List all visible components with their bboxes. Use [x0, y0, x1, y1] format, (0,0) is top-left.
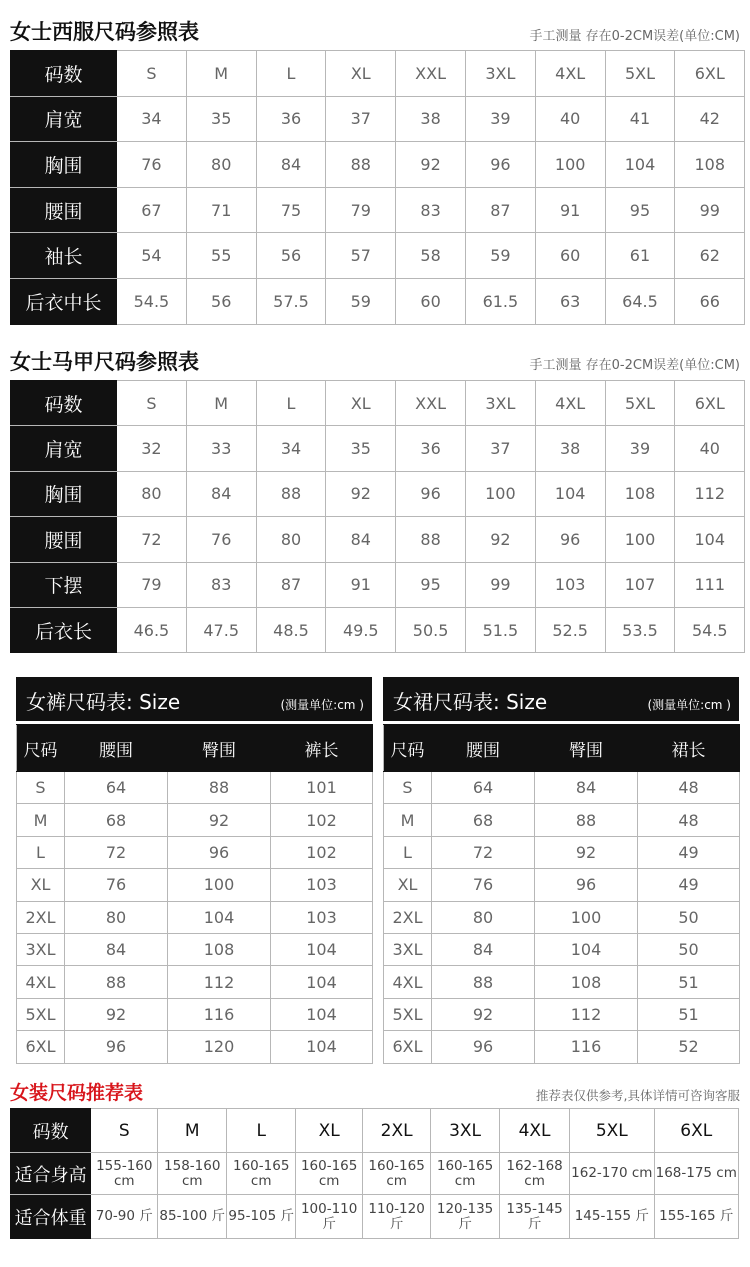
table-cell: 48.5 — [256, 607, 326, 652]
table-cell: XL — [296, 1109, 363, 1153]
recommend-note: 推荐表仅供参考,具体详情可咨询客服 — [536, 1088, 740, 1103]
table-cell: 76 — [432, 869, 535, 901]
table-cell: 100-110 斤 — [296, 1195, 363, 1239]
table-cell: 107 — [605, 562, 675, 607]
table-row — [11, 426, 745, 471]
table-cell: L — [256, 381, 326, 426]
table-cell: 112 — [535, 998, 638, 1030]
pants-size-table — [16, 724, 373, 1064]
table-cell: 57 — [326, 233, 396, 279]
table-cell: 40 — [535, 96, 605, 142]
table-cell: 4XL — [384, 966, 432, 998]
table-cell: 79 — [326, 187, 396, 233]
table-cell: 155-165 斤 — [654, 1195, 739, 1239]
column-header: 尺码 — [17, 725, 65, 772]
table-cell: 60 — [535, 233, 605, 279]
table-cell: 155-160 cm — [91, 1153, 158, 1195]
skirt-size-table — [383, 724, 740, 1064]
table-cell: 112 — [168, 966, 271, 998]
table-cell: 162-170 cm — [570, 1153, 654, 1195]
table-row — [17, 933, 373, 965]
table-cell: 162-168 cm — [500, 1153, 570, 1195]
table-cell: 50 — [638, 933, 740, 965]
table-cell: 4XL — [17, 966, 65, 998]
row-label: 码数 — [11, 1109, 91, 1153]
table-cell: 53.5 — [605, 607, 675, 652]
table-cell: XXL — [396, 381, 466, 426]
table-cell: 75 — [256, 187, 326, 233]
table-cell: 6XL — [675, 51, 745, 97]
table-cell: 104 — [675, 517, 745, 562]
table-cell: 104 — [271, 1031, 373, 1063]
table-cell: 48 — [638, 772, 740, 804]
table-cell: 88 — [168, 772, 271, 804]
table-cell: 3XL — [384, 933, 432, 965]
table-cell: 79 — [117, 562, 187, 607]
table-cell: 92 — [432, 998, 535, 1030]
table-cell: 160-165 cm — [227, 1153, 296, 1195]
table-cell: 64 — [432, 772, 535, 804]
table-cell: 41 — [605, 96, 675, 142]
table-cell: 80 — [65, 901, 168, 933]
table-row — [11, 381, 745, 426]
table-cell: 6XL — [17, 1031, 65, 1063]
table-cell: 55 — [186, 233, 256, 279]
table-row — [17, 772, 373, 804]
row-label: 肩宽 — [11, 426, 117, 471]
row-label: 适合身高 — [11, 1153, 91, 1195]
row-label: 码数 — [11, 381, 117, 426]
table-cell: 111 — [675, 562, 745, 607]
table-cell: 49.5 — [326, 607, 396, 652]
table-row — [11, 607, 745, 652]
table-cell: 87 — [256, 562, 326, 607]
row-label: 码数 — [11, 51, 117, 97]
table-cell: 108 — [535, 966, 638, 998]
table-cell: 92 — [396, 142, 466, 188]
table-cell: 80 — [186, 142, 256, 188]
table-cell: 104 — [271, 933, 373, 965]
table-cell: 80 — [117, 471, 187, 516]
table-cell: 96 — [168, 836, 271, 868]
table-row — [17, 804, 373, 836]
table-cell: 108 — [168, 933, 271, 965]
suit-title: 女士西服尺码参照表 — [10, 20, 199, 44]
column-header: 臀围 — [535, 725, 638, 772]
table-cell: 54.5 — [675, 607, 745, 652]
table-cell: 70-90 斤 — [91, 1195, 158, 1239]
table-cell: 61 — [605, 233, 675, 279]
table-row — [17, 869, 373, 901]
table-cell: 48 — [638, 804, 740, 836]
table-cell: 84 — [65, 933, 168, 965]
table-cell: 104 — [535, 471, 605, 516]
vest-note: 手工测量 存在0-2CM误差(单位:CM) — [529, 358, 740, 373]
table-cell: 84 — [432, 933, 535, 965]
column-header: 尺码 — [384, 725, 432, 772]
table-cell: 99 — [465, 562, 535, 607]
table-cell: 61.5 — [465, 278, 535, 324]
table-cell: 91 — [326, 562, 396, 607]
table-row — [11, 278, 745, 324]
table-cell: 87 — [465, 187, 535, 233]
row-label: 下摆 — [11, 562, 117, 607]
table-cell: 67 — [117, 187, 187, 233]
table-cell: 102 — [271, 804, 373, 836]
table-cell: 5XL — [570, 1109, 654, 1153]
column-header: 裙长 — [638, 725, 740, 772]
row-label: 袖长 — [11, 233, 117, 279]
table-row — [384, 804, 740, 836]
table-cell: 6XL — [675, 381, 745, 426]
table-cell: M — [186, 381, 256, 426]
table-cell: M — [384, 804, 432, 836]
table-cell: 91 — [535, 187, 605, 233]
table-cell: 168-175 cm — [654, 1153, 739, 1195]
table-cell: 3XL — [465, 51, 535, 97]
row-label: 腰围 — [11, 517, 117, 562]
table-row — [17, 1031, 373, 1063]
table-cell: 99 — [675, 187, 745, 233]
table-cell: 84 — [256, 142, 326, 188]
row-label: 胸围 — [11, 142, 117, 188]
table-cell: 96 — [535, 869, 638, 901]
table-cell: 49 — [638, 869, 740, 901]
skirt-unit: (测量单位:cm ) — [647, 698, 731, 712]
table-cell: 76 — [117, 142, 187, 188]
table-cell: 96 — [65, 1031, 168, 1063]
table-row — [17, 966, 373, 998]
table-row — [11, 142, 745, 188]
table-cell: 2XL — [363, 1109, 431, 1153]
vest-title: 女士马甲尺码参照表 — [10, 350, 199, 374]
table-cell: 110-120 斤 — [363, 1195, 431, 1239]
table-cell: 63 — [535, 278, 605, 324]
table-row — [11, 471, 745, 516]
table-cell: 104 — [271, 966, 373, 998]
table-cell: 40 — [675, 426, 745, 471]
table-cell: 100 — [465, 471, 535, 516]
table-cell: 6XL — [654, 1109, 739, 1153]
column-header: 臀围 — [168, 725, 271, 772]
table-cell: 88 — [396, 517, 466, 562]
table-cell: 56 — [256, 233, 326, 279]
table-cell: 3XL — [431, 1109, 500, 1153]
skirt-header — [383, 677, 739, 721]
table-cell: 54.5 — [117, 278, 187, 324]
table-row — [11, 1153, 739, 1195]
table-cell: 39 — [605, 426, 675, 471]
table-cell: 92 — [65, 998, 168, 1030]
pants-header — [16, 677, 372, 721]
table-cell: 50.5 — [396, 607, 466, 652]
table-cell: 64.5 — [605, 278, 675, 324]
table-cell: 88 — [65, 966, 168, 998]
table-cell: L — [256, 51, 326, 97]
table-cell: 83 — [186, 562, 256, 607]
vest-size-table — [10, 380, 745, 653]
table-cell: 83 — [396, 187, 466, 233]
row-label: 后衣中长 — [11, 278, 117, 324]
table-row — [384, 836, 740, 868]
table-cell: 104 — [535, 933, 638, 965]
table-cell: 68 — [65, 804, 168, 836]
table-cell: 160-165 cm — [296, 1153, 363, 1195]
table-cell: 158-160 cm — [158, 1153, 227, 1195]
table-row — [384, 772, 740, 804]
table-cell: 47.5 — [186, 607, 256, 652]
table-cell: M — [158, 1109, 227, 1153]
column-header: 裤长 — [271, 725, 373, 772]
table-cell: 52.5 — [535, 607, 605, 652]
table-cell: 3XL — [17, 933, 65, 965]
table-cell: 103 — [271, 869, 373, 901]
table-cell: 103 — [535, 562, 605, 607]
table-cell: 4XL — [535, 381, 605, 426]
table-cell: 102 — [271, 836, 373, 868]
table-cell: 5XL — [384, 998, 432, 1030]
table-cell: 160-165 cm — [363, 1153, 431, 1195]
table-cell: 39 — [465, 96, 535, 142]
table-cell: 92 — [326, 471, 396, 516]
row-label: 腰围 — [11, 187, 117, 233]
table-cell: S — [117, 381, 187, 426]
table-cell: 108 — [675, 142, 745, 188]
table-cell: 35 — [186, 96, 256, 142]
table-cell: 135-145 斤 — [500, 1195, 570, 1239]
table-cell: 59 — [465, 233, 535, 279]
table-cell: XL — [17, 869, 65, 901]
table-cell: XL — [326, 51, 396, 97]
table-cell: 37 — [326, 96, 396, 142]
table-cell: 88 — [535, 804, 638, 836]
table-cell: L — [384, 836, 432, 868]
table-cell: 88 — [256, 471, 326, 516]
table-row — [384, 901, 740, 933]
table-cell: 3XL — [465, 381, 535, 426]
table-cell: 51 — [638, 998, 740, 1030]
table-cell: L — [227, 1109, 296, 1153]
header-row — [17, 725, 373, 772]
table-cell: 34 — [256, 426, 326, 471]
table-cell: 5XL — [605, 381, 675, 426]
table-cell: 71 — [186, 187, 256, 233]
table-cell: 50 — [638, 901, 740, 933]
table-cell: 5XL — [605, 51, 675, 97]
row-label: 肩宽 — [11, 96, 117, 142]
table-cell: 92 — [168, 804, 271, 836]
table-cell: 84 — [186, 471, 256, 516]
table-cell: 59 — [326, 278, 396, 324]
table-cell: 101 — [271, 772, 373, 804]
table-cell: 76 — [65, 869, 168, 901]
table-cell: M — [17, 804, 65, 836]
table-cell: 120 — [168, 1031, 271, 1063]
suit-size-table — [10, 50, 745, 325]
table-cell: 84 — [326, 517, 396, 562]
pants-title: 女裤尺码表: Size — [26, 690, 181, 714]
table-row — [384, 869, 740, 901]
table-cell: 58 — [396, 233, 466, 279]
table-cell: 2XL — [17, 901, 65, 933]
table-cell: S — [384, 772, 432, 804]
table-cell: 36 — [256, 96, 326, 142]
table-cell: 100 — [605, 517, 675, 562]
table-cell: M — [186, 51, 256, 97]
table-cell: 120-135 斤 — [431, 1195, 500, 1239]
table-cell: XL — [384, 869, 432, 901]
recommend-title: 女装尺码推荐表 — [10, 1082, 144, 1104]
table-cell: 32 — [117, 426, 187, 471]
table-row — [17, 836, 373, 868]
table-cell: 34 — [117, 96, 187, 142]
table-cell: 76 — [186, 517, 256, 562]
table-cell: 108 — [605, 471, 675, 516]
table-cell: S — [91, 1109, 158, 1153]
table-cell: 2XL — [384, 901, 432, 933]
table-cell: 54 — [117, 233, 187, 279]
table-cell: 160-165 cm — [431, 1153, 500, 1195]
table-cell: S — [117, 51, 187, 97]
table-cell: 104 — [168, 901, 271, 933]
table-cell: 42 — [675, 96, 745, 142]
table-cell: XXL — [396, 51, 466, 97]
table-cell: 95 — [396, 562, 466, 607]
table-cell: 104 — [605, 142, 675, 188]
table-row — [384, 998, 740, 1030]
table-cell: 116 — [168, 998, 271, 1030]
row-label: 后衣长 — [11, 607, 117, 652]
table-cell: 100 — [535, 142, 605, 188]
table-cell: 68 — [432, 804, 535, 836]
table-cell: 95 — [605, 187, 675, 233]
table-row — [384, 966, 740, 998]
table-row — [17, 901, 373, 933]
table-cell: 38 — [535, 426, 605, 471]
table-cell: 4XL — [500, 1109, 570, 1153]
table-cell: XL — [326, 381, 396, 426]
table-cell: 38 — [396, 96, 466, 142]
table-cell: 62 — [675, 233, 745, 279]
table-row — [384, 1031, 740, 1063]
table-cell: 88 — [432, 966, 535, 998]
table-cell: 51 — [638, 966, 740, 998]
table-cell: 37 — [465, 426, 535, 471]
pants-unit: (测量单位:cm ) — [280, 698, 364, 712]
table-cell: 85-100 斤 — [158, 1195, 227, 1239]
table-cell: 88 — [326, 142, 396, 188]
table-cell: 56 — [186, 278, 256, 324]
table-cell: 46.5 — [117, 607, 187, 652]
table-cell: 35 — [326, 426, 396, 471]
table-cell: 100 — [168, 869, 271, 901]
table-row — [11, 51, 745, 97]
table-cell: 100 — [535, 901, 638, 933]
column-header: 腰围 — [65, 725, 168, 772]
table-row — [11, 187, 745, 233]
table-cell: 103 — [271, 901, 373, 933]
table-row — [11, 1109, 739, 1153]
table-row — [11, 562, 745, 607]
table-cell: 96 — [535, 517, 605, 562]
table-cell: 51.5 — [465, 607, 535, 652]
table-cell: 57.5 — [256, 278, 326, 324]
table-cell: 80 — [256, 517, 326, 562]
table-cell: 84 — [535, 772, 638, 804]
table-row — [17, 998, 373, 1030]
table-cell: 116 — [535, 1031, 638, 1063]
table-cell: 80 — [432, 901, 535, 933]
table-cell: 4XL — [535, 51, 605, 97]
recommend-size-table — [10, 1108, 739, 1239]
table-cell: 145-155 斤 — [570, 1195, 654, 1239]
table-cell: 95-105 斤 — [227, 1195, 296, 1239]
table-cell: 52 — [638, 1031, 740, 1063]
table-cell: 92 — [535, 836, 638, 868]
table-row — [11, 96, 745, 142]
row-label: 适合体重 — [11, 1195, 91, 1239]
table-cell: 96 — [465, 142, 535, 188]
table-cell: 64 — [65, 772, 168, 804]
table-cell: 33 — [186, 426, 256, 471]
table-cell: 72 — [432, 836, 535, 868]
table-cell: 49 — [638, 836, 740, 868]
column-header: 腰围 — [432, 725, 535, 772]
table-cell: L — [17, 836, 65, 868]
table-cell: 36 — [396, 426, 466, 471]
suit-note: 手工测量 存在0-2CM误差(单位:CM) — [529, 29, 740, 44]
table-cell: 112 — [675, 471, 745, 516]
table-row — [384, 933, 740, 965]
table-cell: 60 — [396, 278, 466, 324]
table-row — [11, 233, 745, 279]
table-cell: S — [17, 772, 65, 804]
table-cell: 66 — [675, 278, 745, 324]
table-row — [11, 517, 745, 562]
row-label: 胸围 — [11, 471, 117, 516]
table-cell: 72 — [117, 517, 187, 562]
table-cell: 5XL — [17, 998, 65, 1030]
table-cell: 104 — [271, 998, 373, 1030]
table-cell: 6XL — [384, 1031, 432, 1063]
table-cell: 96 — [396, 471, 466, 516]
table-cell: 92 — [465, 517, 535, 562]
header-row — [384, 725, 740, 772]
table-row — [11, 1195, 739, 1239]
table-cell: 96 — [432, 1031, 535, 1063]
skirt-title: 女裙尺码表: Size — [393, 690, 548, 714]
table-cell: 72 — [65, 836, 168, 868]
